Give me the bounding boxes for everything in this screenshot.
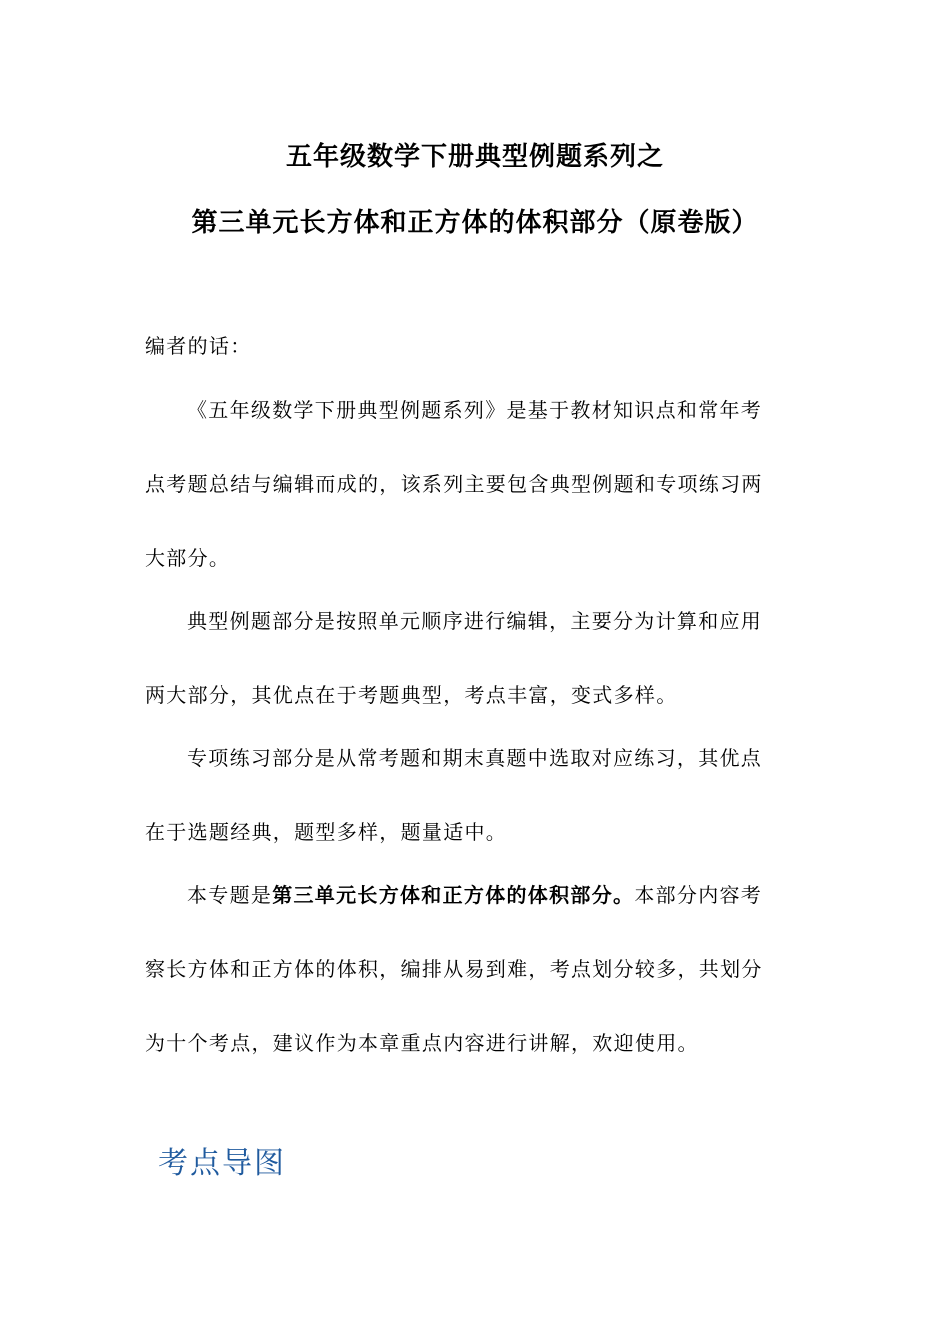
document-title-line-2: 第三单元长方体和正方体的体积部分（原卷版） [191, 208, 759, 238]
paragraph-3-line-2: 在于选题经典，题型多样，题量适中。 [145, 820, 508, 844]
section-heading: 考点导图 [158, 1146, 286, 1181]
paragraph-2-line-2: 两大部分，其优点在于考题典型，考点丰富，变式多样。 [145, 683, 678, 707]
paragraph-4-line-1 [187, 881, 847, 909]
paragraph-4-line-3: 为十个考点，建议作为本章重点内容进行讲解，欢迎使用。 [145, 1031, 699, 1055]
paragraph-1-line-1: 《五年级数学下册典型例题系列》是基于教材知识点和常年考 [187, 398, 763, 422]
document-title-line-1: 五年级数学下册典型例题系列之 [285, 142, 664, 172]
paragraph-1-line-2: 点考题总结与编辑而成的，该系列主要包含典型例题和专项练习两 [145, 472, 763, 496]
paragraph-4-prefix: 本专题是 [187, 883, 273, 907]
paragraph-2-line-1: 典型例题部分是按照单元顺序进行编辑，主要分为计算和应用 [187, 609, 763, 633]
paragraph-4-bold-topic: 第三单元长方体和正方体的体积部分。 [272, 883, 635, 907]
editor-label: 编者的话： [145, 334, 252, 358]
paragraph-4-line-2: 察长方体和正方体的体积，编排从易到难，考点划分较多，共划分 [145, 957, 763, 981]
paragraph-4-suffix: 本部分内容考 [634, 883, 763, 907]
paragraph-3-line-1: 专项练习部分是从常考题和期末真题中选取对应练习，其优点 [187, 746, 763, 770]
paragraph-1-line-3: 大部分。 [145, 546, 231, 570]
